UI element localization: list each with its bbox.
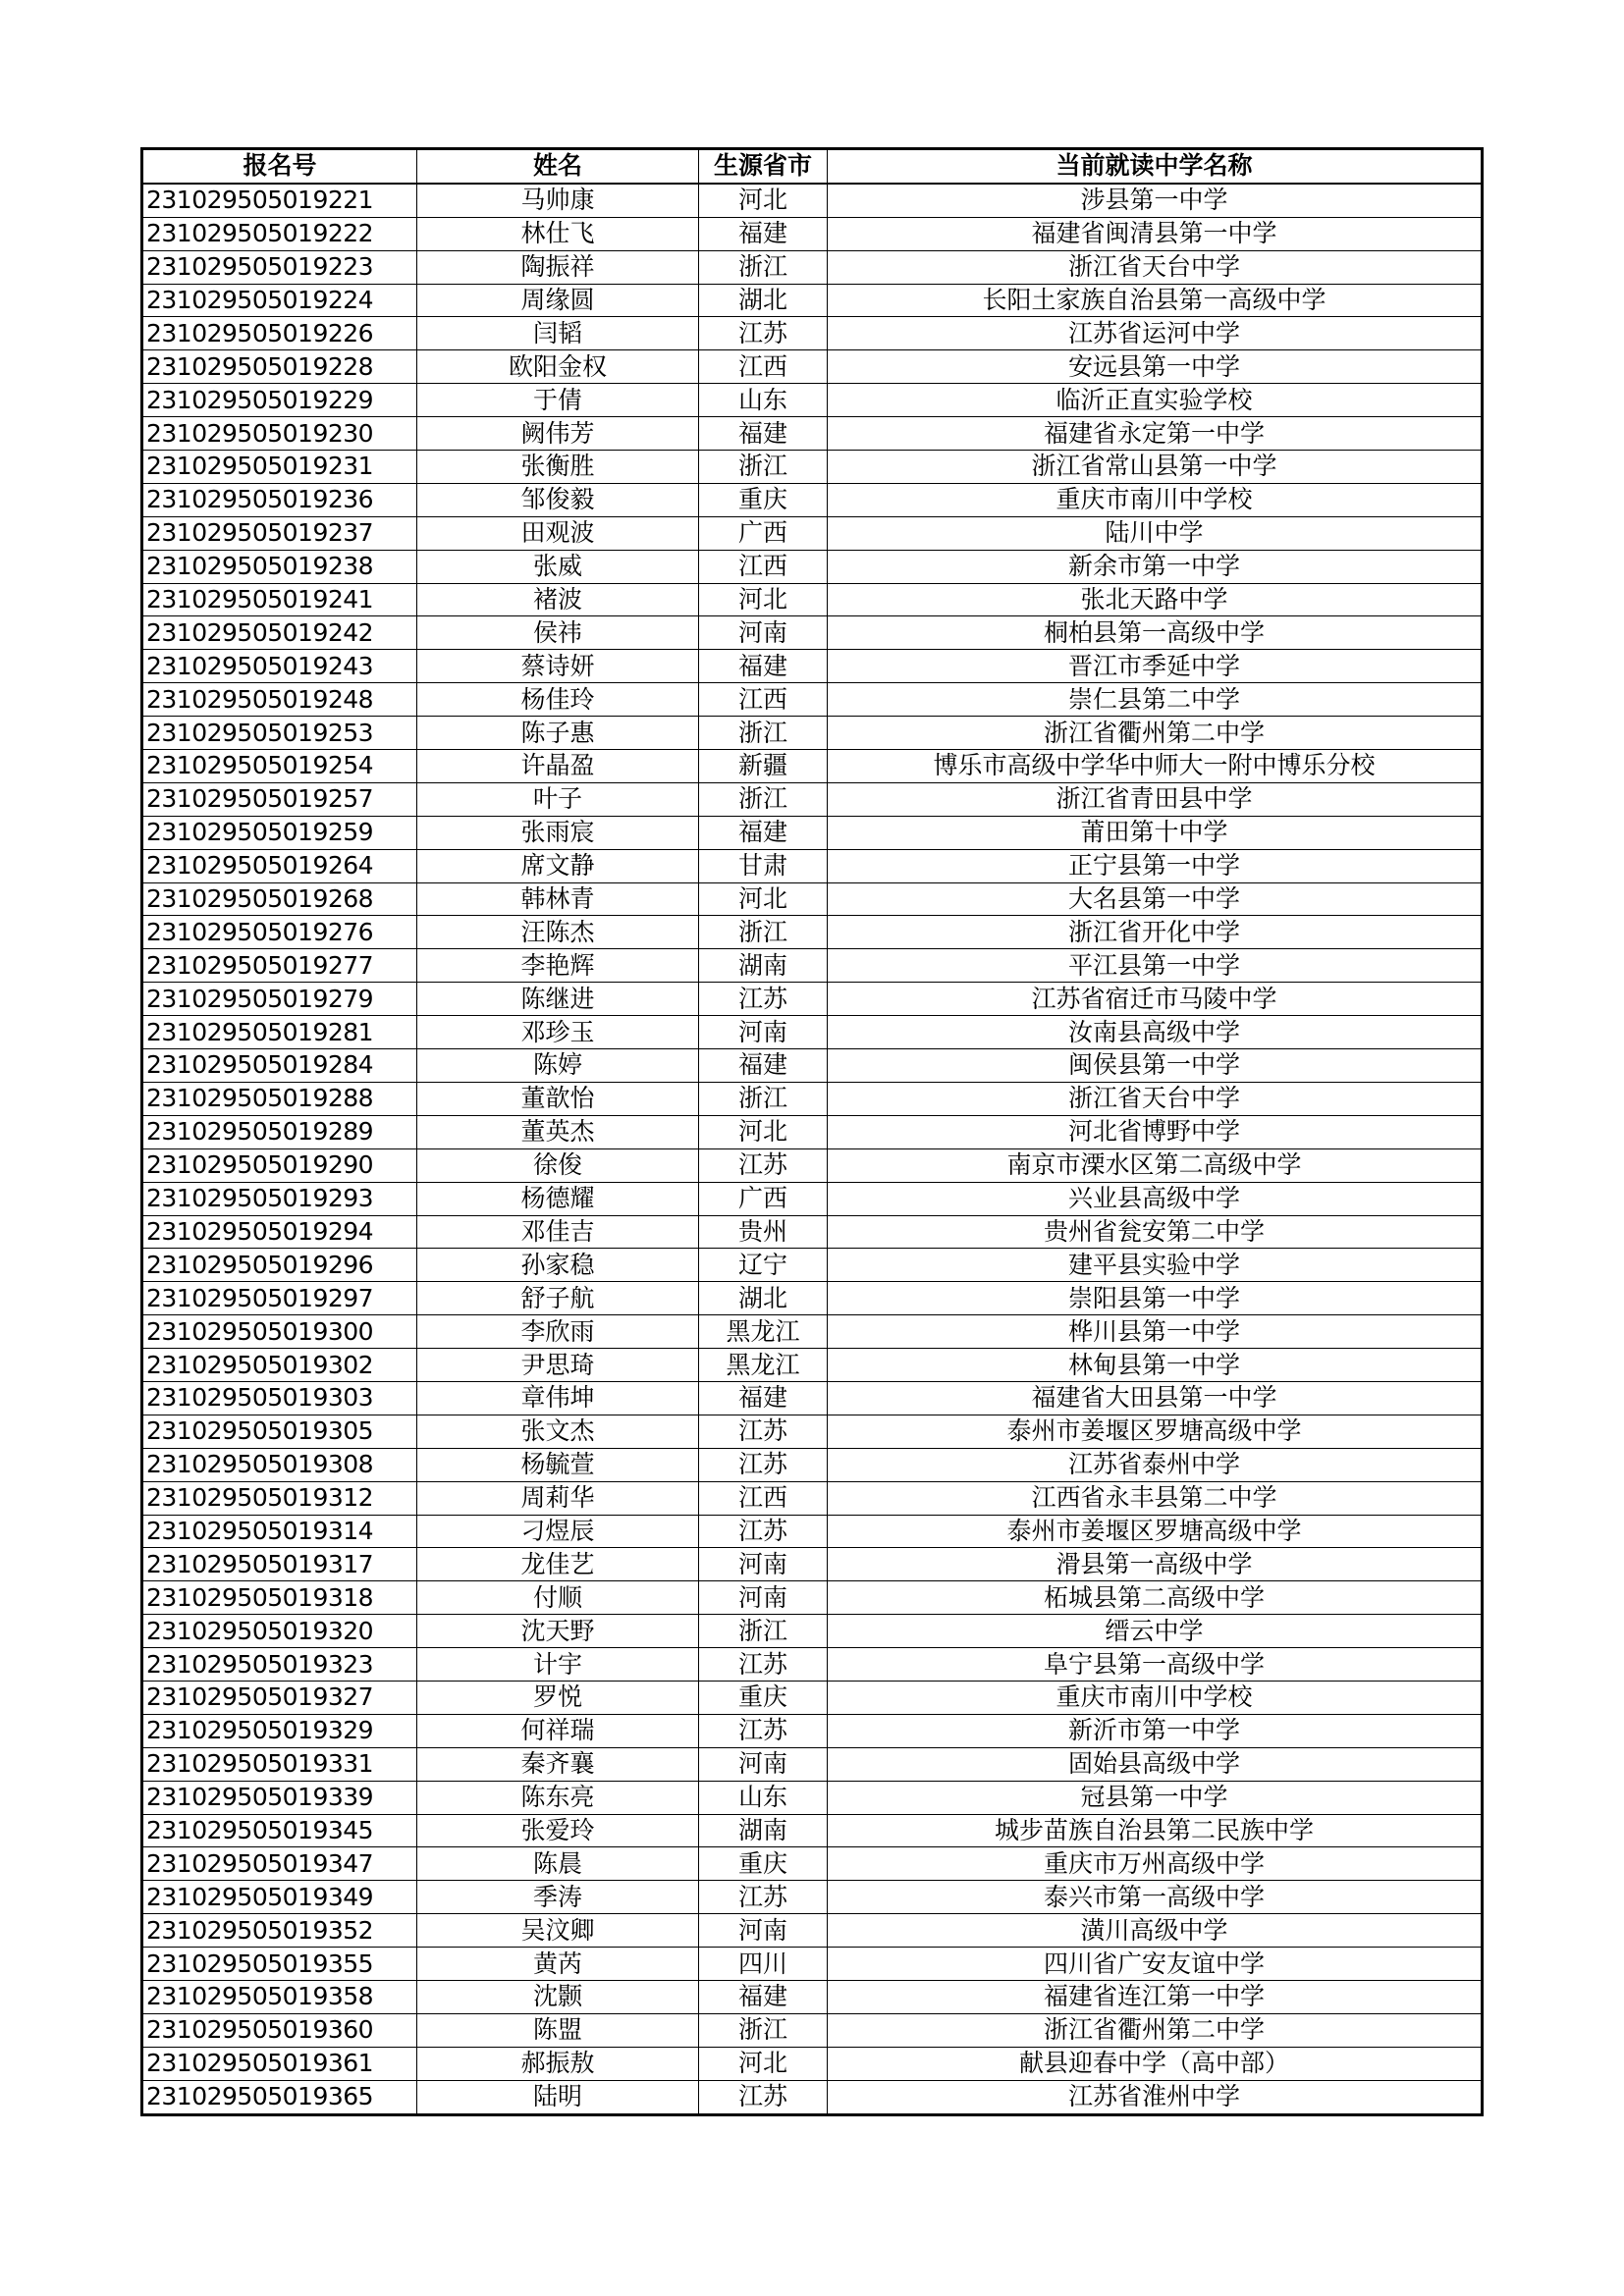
registration-number-cell: 231029505019289	[142, 1115, 417, 1148]
registration-number-cell: 231029505019314	[142, 1515, 417, 1548]
table-row	[142, 816, 1483, 849]
registration-number-cell: 231029505019259	[142, 816, 417, 849]
registration-number-cell: 231029505019293	[142, 1182, 417, 1215]
table-row	[142, 983, 1483, 1016]
table-row	[142, 217, 1483, 250]
registration-number-cell: 231029505019228	[142, 350, 417, 384]
province-cell: 福建	[699, 816, 828, 849]
registration-number-cell: 231029505019352	[142, 1914, 417, 1948]
table-row	[142, 1115, 1483, 1148]
school-name-cell: 四川省广安友谊中学	[828, 1948, 1483, 1981]
province-cell: 河南	[699, 1548, 828, 1581]
student-name-cell: 侯祎	[417, 616, 699, 650]
school-name-cell: 兴业县高级中学	[828, 1182, 1483, 1215]
student-name-cell: 郝振敖	[417, 2047, 699, 2080]
table-row	[142, 916, 1483, 949]
province-cell: 福建	[699, 1980, 828, 2013]
province-cell: 河南	[699, 1747, 828, 1781]
table-row	[142, 1182, 1483, 1215]
province-cell: 河北	[699, 184, 828, 217]
student-name-cell: 罗悦	[417, 1681, 699, 1714]
school-name-cell: 泰兴市第一高级中学	[828, 1881, 1483, 1914]
province-cell: 福建	[699, 1381, 828, 1415]
school-name-cell: 桦川县第一中学	[828, 1315, 1483, 1349]
school-name-cell: 浙江省天台中学	[828, 1082, 1483, 1115]
table-row	[142, 1249, 1483, 1282]
school-name-cell: 建平县实验中学	[828, 1249, 1483, 1282]
registration-number-cell: 231029505019226	[142, 317, 417, 350]
table-row	[142, 1847, 1483, 1881]
province-cell: 贵州	[699, 1215, 828, 1249]
school-name-cell: 贵州省瓮安第二中学	[828, 1215, 1483, 1249]
registration-number-cell: 231029505019268	[142, 882, 417, 916]
registration-number-cell: 231029505019308	[142, 1448, 417, 1481]
student-name-cell: 陆明	[417, 2080, 699, 2114]
student-name-cell: 刁煜辰	[417, 1515, 699, 1548]
student-name-cell: 陈晨	[417, 1847, 699, 1881]
table-row	[142, 284, 1483, 317]
student-name-cell: 付顺	[417, 1581, 699, 1615]
table-row	[142, 417, 1483, 451]
registration-number-cell: 231029505019254	[142, 750, 417, 783]
school-name-cell: 潢川高级中学	[828, 1914, 1483, 1948]
student-name-cell: 张文杰	[417, 1415, 699, 1448]
registration-number-cell: 231029505019300	[142, 1315, 417, 1349]
school-name-cell: 新沂市第一中学	[828, 1714, 1483, 1747]
province-cell: 福建	[699, 217, 828, 250]
province-cell: 浙江	[699, 782, 828, 816]
school-name-cell: 浙江省开化中学	[828, 916, 1483, 949]
province-cell: 浙江	[699, 250, 828, 284]
province-cell: 江西	[699, 550, 828, 583]
province-cell: 江苏	[699, 317, 828, 350]
province-cell: 重庆	[699, 1847, 828, 1881]
province-cell: 河北	[699, 2047, 828, 2080]
registration-number-cell: 231029505019349	[142, 1881, 417, 1914]
registration-number-cell: 231029505019294	[142, 1215, 417, 1249]
table-body	[142, 184, 1483, 2114]
school-name-cell: 闽侯县第一中学	[828, 1049, 1483, 1083]
registration-number-cell: 231029505019281	[142, 1016, 417, 1049]
student-name-cell: 张雨宸	[417, 816, 699, 849]
province-cell: 重庆	[699, 1681, 828, 1714]
province-cell: 福建	[699, 1049, 828, 1083]
registration-number-cell: 231029505019229	[142, 384, 417, 417]
registration-number-cell: 231029505019257	[142, 782, 417, 816]
registration-number-cell: 231029505019230	[142, 417, 417, 451]
school-name-cell: 阜宁县第一高级中学	[828, 1648, 1483, 1682]
table-row	[142, 516, 1483, 550]
registration-number-cell: 231029505019248	[142, 683, 417, 717]
table-row	[142, 184, 1483, 217]
student-name-cell: 周缘圆	[417, 284, 699, 317]
school-name-cell: 城步苗族自治县第二民族中学	[828, 1814, 1483, 1847]
school-name-cell: 重庆市南川中学校	[828, 483, 1483, 516]
registration-number-cell: 231029505019253	[142, 717, 417, 750]
student-name-cell: 何祥瑞	[417, 1714, 699, 1747]
table-row	[142, 1681, 1483, 1714]
student-name-cell: 孙家稳	[417, 1249, 699, 1282]
school-name-cell: 晋江市季延中学	[828, 650, 1483, 683]
student-name-cell: 陈子惠	[417, 717, 699, 750]
table-row	[142, 1349, 1483, 1382]
school-name-cell: 临沂正直实验学校	[828, 384, 1483, 417]
registration-number-cell: 231029505019243	[142, 650, 417, 683]
registration-number-cell: 231029505019305	[142, 1415, 417, 1448]
student-name-cell: 董英杰	[417, 1115, 699, 1148]
table-row	[142, 384, 1483, 417]
table-row	[142, 1914, 1483, 1948]
province-cell: 山东	[699, 1781, 828, 1814]
student-name-cell: 周莉华	[417, 1481, 699, 1515]
table-row	[142, 1049, 1483, 1083]
registration-number-cell: 231029505019241	[142, 583, 417, 616]
school-name-cell: 固始县高级中学	[828, 1747, 1483, 1781]
registration-number-cell: 231029505019302	[142, 1349, 417, 1382]
province-cell: 河南	[699, 1914, 828, 1948]
province-cell: 黑龙江	[699, 1315, 828, 1349]
header-name: 姓名	[417, 149, 699, 184]
table-row	[142, 2080, 1483, 2114]
student-name-cell: 欧阳金权	[417, 350, 699, 384]
registration-number-cell: 231029505019284	[142, 1049, 417, 1083]
student-name-cell: 季涛	[417, 1881, 699, 1914]
school-name-cell: 江苏省泰州中学	[828, 1448, 1483, 1481]
student-name-cell: 龙佳艺	[417, 1548, 699, 1581]
student-name-cell: 计宇	[417, 1648, 699, 1682]
school-name-cell: 滑县第一高级中学	[828, 1548, 1483, 1581]
school-name-cell: 柘城县第二高级中学	[828, 1581, 1483, 1615]
province-cell: 湖北	[699, 284, 828, 317]
student-name-cell: 田观波	[417, 516, 699, 550]
student-name-cell: 杨德耀	[417, 1182, 699, 1215]
school-name-cell: 福建省闽清县第一中学	[828, 217, 1483, 250]
registration-number-cell: 231029505019279	[142, 983, 417, 1016]
school-name-cell: 浙江省天台中学	[828, 250, 1483, 284]
province-cell: 湖北	[699, 1282, 828, 1315]
table-row	[142, 1581, 1483, 1615]
school-name-cell: 福建省连江第一中学	[828, 1980, 1483, 2013]
registration-number-cell: 231029505019331	[142, 1747, 417, 1781]
school-name-cell: 汝南县高级中学	[828, 1016, 1483, 1049]
registration-number-cell: 231029505019276	[142, 916, 417, 949]
student-name-cell: 席文静	[417, 849, 699, 882]
header-registration-number: 报名号	[142, 149, 417, 184]
registration-number-cell: 231029505019297	[142, 1282, 417, 1315]
student-name-cell: 邹俊毅	[417, 483, 699, 516]
province-cell: 辽宁	[699, 1249, 828, 1282]
student-name-cell: 李艳辉	[417, 949, 699, 983]
table-row	[142, 1714, 1483, 1747]
header-province: 生源省市	[699, 149, 828, 184]
table-header	[142, 149, 1483, 184]
school-name-cell: 浙江省衢州第二中学	[828, 717, 1483, 750]
table-row	[142, 683, 1483, 717]
student-name-cell: 黄芮	[417, 1948, 699, 1981]
school-name-cell: 重庆市南川中学校	[828, 1681, 1483, 1714]
province-cell: 四川	[699, 1948, 828, 1981]
registration-number-cell: 231029505019317	[142, 1548, 417, 1581]
table-row	[142, 750, 1483, 783]
province-cell: 福建	[699, 417, 828, 451]
table-row	[142, 1148, 1483, 1182]
school-name-cell: 陆川中学	[828, 516, 1483, 550]
student-name-cell: 董歆怡	[417, 1082, 699, 1115]
student-name-cell: 沈颢	[417, 1980, 699, 2013]
table-row	[142, 616, 1483, 650]
province-cell: 河北	[699, 1115, 828, 1148]
table-row	[142, 1481, 1483, 1515]
school-name-cell: 浙江省常山县第一中学	[828, 451, 1483, 484]
registration-number-cell: 231029505019303	[142, 1381, 417, 1415]
school-name-cell: 福建省大田县第一中学	[828, 1381, 1483, 1415]
student-name-cell: 邓佳吉	[417, 1215, 699, 1249]
province-cell: 河北	[699, 583, 828, 616]
school-name-cell: 浙江省青田县中学	[828, 782, 1483, 816]
registration-number-cell: 231029505019223	[142, 250, 417, 284]
table-row	[142, 483, 1483, 516]
province-cell: 河南	[699, 616, 828, 650]
province-cell: 广西	[699, 516, 828, 550]
table-row	[142, 949, 1483, 983]
province-cell: 湖南	[699, 949, 828, 983]
table-row	[142, 1881, 1483, 1914]
table-row	[142, 1548, 1483, 1581]
province-cell: 江苏	[699, 1415, 828, 1448]
registration-number-cell: 231029505019237	[142, 516, 417, 550]
school-name-cell: 安远县第一中学	[828, 350, 1483, 384]
school-name-cell: 泰州市姜堰区罗塘高级中学	[828, 1415, 1483, 1448]
registration-number-cell: 231029505019347	[142, 1847, 417, 1881]
school-name-cell: 博乐市高级中学华中师大一附中博乐分校	[828, 750, 1483, 783]
school-name-cell: 崇阳县第一中学	[828, 1282, 1483, 1315]
table-row	[142, 1415, 1483, 1448]
table-row	[142, 317, 1483, 350]
student-name-cell: 张衡胜	[417, 451, 699, 484]
school-name-cell: 长阳土家族自治县第一高级中学	[828, 284, 1483, 317]
student-name-cell: 李欣雨	[417, 1315, 699, 1349]
registration-number-cell: 231029505019264	[142, 849, 417, 882]
province-cell: 河南	[699, 1581, 828, 1615]
school-name-cell: 献县迎春中学（高中部）	[828, 2047, 1483, 2080]
table-row	[142, 717, 1483, 750]
student-name-cell: 陈盟	[417, 2013, 699, 2047]
registration-number-cell: 231029505019358	[142, 1980, 417, 2013]
student-name-cell: 陶振祥	[417, 250, 699, 284]
table-row	[142, 350, 1483, 384]
province-cell: 河北	[699, 882, 828, 916]
table-row	[142, 451, 1483, 484]
student-name-cell: 陈婷	[417, 1049, 699, 1083]
table-row	[142, 650, 1483, 683]
school-name-cell: 重庆市万州高级中学	[828, 1847, 1483, 1881]
province-cell: 重庆	[699, 483, 828, 516]
student-name-cell: 杨佳玲	[417, 683, 699, 717]
registration-number-cell: 231029505019365	[142, 2080, 417, 2114]
school-name-cell: 桐柏县第一高级中学	[828, 616, 1483, 650]
registration-number-cell: 231029505019242	[142, 616, 417, 650]
table-row	[142, 849, 1483, 882]
student-name-cell: 褚波	[417, 583, 699, 616]
registration-number-cell: 231029505019290	[142, 1148, 417, 1182]
student-name-cell: 汪陈杰	[417, 916, 699, 949]
student-name-cell: 章伟坤	[417, 1381, 699, 1415]
registration-number-cell: 231029505019277	[142, 949, 417, 983]
registration-number-cell: 231029505019355	[142, 1948, 417, 1981]
table-row	[142, 1615, 1483, 1648]
registration-number-cell: 231029505019327	[142, 1681, 417, 1714]
province-cell: 浙江	[699, 1082, 828, 1115]
province-cell: 广西	[699, 1182, 828, 1215]
student-name-cell: 吴汶卿	[417, 1914, 699, 1948]
province-cell: 江苏	[699, 1881, 828, 1914]
province-cell: 江苏	[699, 1448, 828, 1481]
table-row	[142, 1016, 1483, 1049]
student-name-cell: 徐俊	[417, 1148, 699, 1182]
student-name-cell: 陈继进	[417, 983, 699, 1016]
student-name-cell: 杨毓萱	[417, 1448, 699, 1481]
school-name-cell: 泰州市姜堰区罗塘高级中学	[828, 1515, 1483, 1548]
table-row	[142, 1980, 1483, 2013]
school-name-cell: 大名县第一中学	[828, 882, 1483, 916]
school-name-cell: 新余市第一中学	[828, 550, 1483, 583]
province-cell: 福建	[699, 650, 828, 683]
table-row	[142, 250, 1483, 284]
table-row	[142, 1315, 1483, 1349]
province-cell: 江苏	[699, 983, 828, 1016]
province-cell: 浙江	[699, 451, 828, 484]
school-name-cell: 江苏省淮州中学	[828, 2080, 1483, 2114]
student-name-cell: 秦齐襄	[417, 1747, 699, 1781]
province-cell: 江西	[699, 683, 828, 717]
table-row	[142, 550, 1483, 583]
school-name-cell: 南京市溧水区第二高级中学	[828, 1148, 1483, 1182]
student-name-cell: 蔡诗妍	[417, 650, 699, 683]
province-cell: 浙江	[699, 2013, 828, 2047]
province-cell: 江苏	[699, 1648, 828, 1682]
student-name-cell: 张爱玲	[417, 1814, 699, 1847]
registration-number-cell: 231029505019312	[142, 1481, 417, 1515]
school-name-cell: 崇仁县第二中学	[828, 683, 1483, 717]
header-school-name: 当前就读中学名称	[828, 149, 1483, 184]
registration-number-cell: 231029505019236	[142, 483, 417, 516]
school-name-cell: 缙云中学	[828, 1615, 1483, 1648]
table-row	[142, 1781, 1483, 1814]
student-name-cell: 林仕飞	[417, 217, 699, 250]
table-row	[142, 1747, 1483, 1781]
school-name-cell: 涉县第一中学	[828, 184, 1483, 217]
student-name-cell: 闫韬	[417, 317, 699, 350]
student-name-cell: 叶子	[417, 782, 699, 816]
school-name-cell: 平江县第一中学	[828, 949, 1483, 983]
province-cell: 湖南	[699, 1814, 828, 1847]
table-row	[142, 1381, 1483, 1415]
student-name-cell: 韩林青	[417, 882, 699, 916]
registration-number-cell: 231029505019320	[142, 1615, 417, 1648]
province-cell: 浙江	[699, 916, 828, 949]
table-row	[142, 882, 1483, 916]
school-name-cell: 河北省博野中学	[828, 1115, 1483, 1148]
registration-number-cell: 231029505019296	[142, 1249, 417, 1282]
student-name-cell: 邓珍玉	[417, 1016, 699, 1049]
school-name-cell: 江苏省运河中学	[828, 317, 1483, 350]
table-row	[142, 1814, 1483, 1847]
school-name-cell: 江苏省宿迁市马陵中学	[828, 983, 1483, 1016]
school-name-cell: 福建省永定第一中学	[828, 417, 1483, 451]
province-cell: 黑龙江	[699, 1349, 828, 1382]
table-row	[142, 1648, 1483, 1682]
registration-number-cell: 231029505019318	[142, 1581, 417, 1615]
province-cell: 江西	[699, 350, 828, 384]
student-name-cell: 马帅康	[417, 184, 699, 217]
student-name-cell: 尹思琦	[417, 1349, 699, 1382]
student-name-cell: 张威	[417, 550, 699, 583]
school-name-cell: 正宁县第一中学	[828, 849, 1483, 882]
student-name-cell: 许晶盈	[417, 750, 699, 783]
table-row	[142, 1215, 1483, 1249]
registration-number-cell: 231029505019361	[142, 2047, 417, 2080]
table-row	[142, 1282, 1483, 1315]
province-cell: 江苏	[699, 1714, 828, 1747]
table-row	[142, 1948, 1483, 1981]
school-name-cell: 江西省永丰县第二中学	[828, 1481, 1483, 1515]
registration-number-cell: 231029505019238	[142, 550, 417, 583]
province-cell: 江苏	[699, 1515, 828, 1548]
province-cell: 山东	[699, 384, 828, 417]
header-row	[142, 149, 1483, 184]
table-row	[142, 1448, 1483, 1481]
province-cell: 河南	[699, 1016, 828, 1049]
province-cell: 浙江	[699, 1615, 828, 1648]
school-name-cell: 浙江省衢州第二中学	[828, 2013, 1483, 2047]
student-name-cell: 陈东亮	[417, 1781, 699, 1814]
table-row	[142, 782, 1483, 816]
registration-number-cell: 231029505019345	[142, 1814, 417, 1847]
school-name-cell: 林甸县第一中学	[828, 1349, 1483, 1382]
registration-number-cell: 231029505019231	[142, 451, 417, 484]
province-cell: 江苏	[699, 1148, 828, 1182]
student-name-cell: 阙伟芳	[417, 417, 699, 451]
province-cell: 浙江	[699, 717, 828, 750]
registration-number-cell: 231029505019329	[142, 1714, 417, 1747]
registration-number-cell: 231029505019224	[142, 284, 417, 317]
registration-number-cell: 231029505019360	[142, 2013, 417, 2047]
registration-number-cell: 231029505019288	[142, 1082, 417, 1115]
student-name-cell: 舒子航	[417, 1282, 699, 1315]
school-name-cell: 张北天路中学	[828, 583, 1483, 616]
registration-number-cell: 231029505019323	[142, 1648, 417, 1682]
province-cell: 江西	[699, 1481, 828, 1515]
student-name-cell: 沈天野	[417, 1615, 699, 1648]
student-name-cell: 于倩	[417, 384, 699, 417]
table-row	[142, 1515, 1483, 1548]
table-row	[142, 1082, 1483, 1115]
student-roster-table	[140, 147, 1484, 2116]
registration-number-cell: 231029505019339	[142, 1781, 417, 1814]
province-cell: 江苏	[699, 2080, 828, 2114]
province-cell: 新疆	[699, 750, 828, 783]
table-row	[142, 2013, 1483, 2047]
registration-number-cell: 231029505019222	[142, 217, 417, 250]
school-name-cell: 冠县第一中学	[828, 1781, 1483, 1814]
school-name-cell: 莆田第十中学	[828, 816, 1483, 849]
table-row	[142, 583, 1483, 616]
province-cell: 甘肃	[699, 849, 828, 882]
registration-number-cell: 231029505019221	[142, 184, 417, 217]
table-row	[142, 2047, 1483, 2080]
